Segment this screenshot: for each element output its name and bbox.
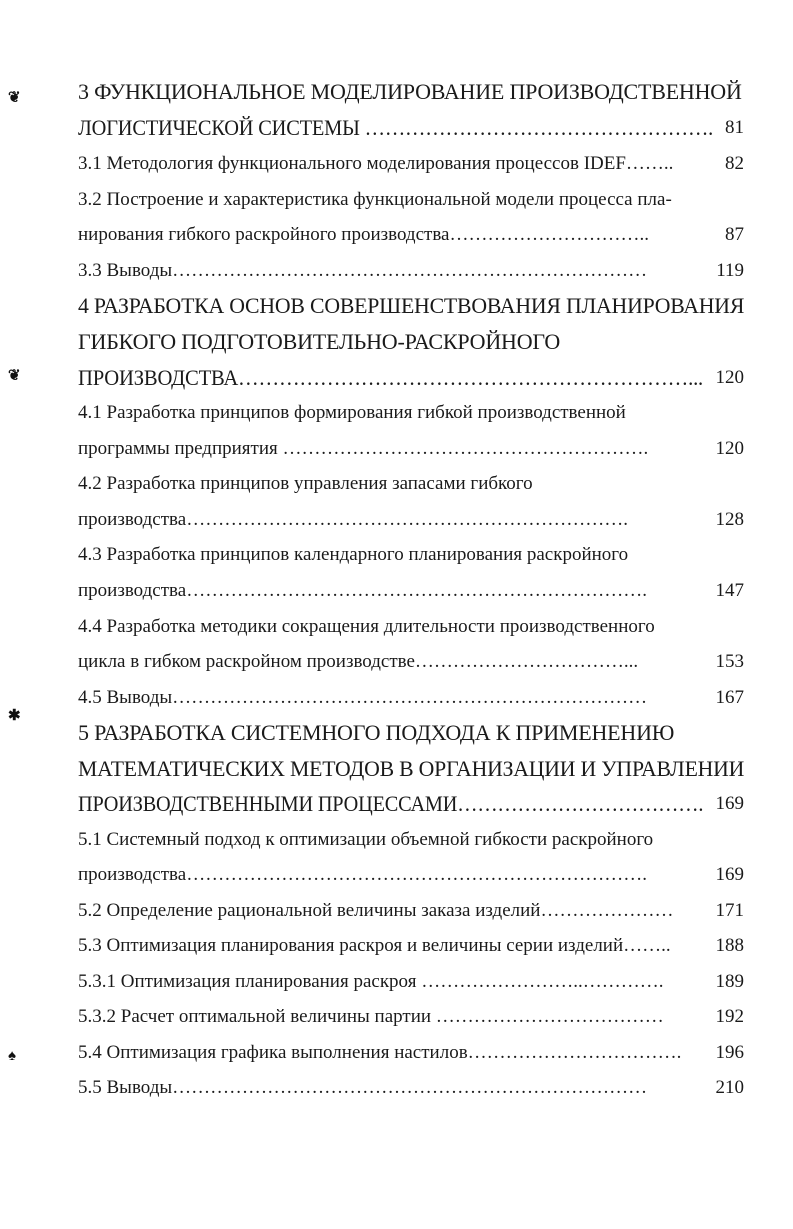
toc-line: [78, 397, 744, 429]
scan-mark-icon: ♠: [8, 1048, 16, 1064]
toc-line: [78, 1072, 744, 1104]
toc-entry-title: нирования гибкого раскройного производства…………………………..: [78, 224, 649, 245]
toc-line: [78, 788, 744, 820]
toc-page-number: 171: [715, 900, 744, 921]
toc-line: [78, 1037, 744, 1069]
toc-line: [78, 326, 744, 358]
toc-page-number: 169: [715, 793, 744, 814]
toc-line: [78, 859, 744, 891]
toc-line: [78, 290, 744, 322]
toc-line: [78, 966, 744, 998]
scan-mark-icon: ✱: [8, 708, 21, 724]
toc-line: [78, 717, 744, 749]
toc-page-number: 87: [725, 224, 744, 245]
toc-page-number: 120: [715, 367, 744, 388]
toc-line: [78, 148, 744, 180]
toc-page-number: 167: [715, 687, 744, 708]
toc-page-number: 189: [715, 971, 744, 992]
toc-entry-title: 4 РАЗРАБОТКА ОСНОВ СОВЕРШЕНСТВОВАНИЯ ПЛАНИРОВАНИЯ: [78, 293, 745, 318]
toc-entry-title: 5.4 Оптимизация графика выполнения настилов…………………………….: [78, 1042, 682, 1063]
toc-entry-title: 5.2 Определение рациональной величины заказа изделий…………………: [78, 900, 674, 921]
toc-page-number: 119: [716, 260, 744, 281]
toc-line: [78, 1001, 744, 1033]
toc-line: [78, 895, 744, 927]
toc-line: [78, 611, 744, 643]
toc-line: [78, 753, 744, 785]
toc-line: [78, 930, 744, 962]
toc-page-number: 147: [715, 580, 744, 601]
toc-line: [78, 646, 744, 678]
toc-entry-title: 5.3.2 Расчет оптимальной величины партии ………………………………: [78, 1006, 664, 1027]
toc-entry-title: 5 РАЗРАБОТКА СИСТЕМНОГО ПОДХОДА К ПРИМЕНЕНИЮ: [78, 720, 675, 745]
toc-page-number: 210: [715, 1077, 744, 1098]
toc-entry-title: 3.3 Выводы…………………………………………………………………: [78, 260, 648, 281]
toc-entry-title: 3 ФУНКЦИОНАЛЬНОЕ МОДЕЛИРОВАНИЕ ПРОИЗВОДСТВЕННОЙ: [78, 79, 742, 104]
toc-page-number: 169: [715, 864, 744, 885]
toc-entry-title: 3.2 Построение и характеристика функциональной модели процесса пла-: [78, 189, 672, 210]
scan-mark-icon: ❦: [8, 90, 21, 106]
toc-entry-title: 4.5 Выводы…………………………………………………………………: [78, 687, 648, 708]
toc-line: [78, 362, 744, 394]
toc-line: [78, 575, 744, 607]
toc-page-number: 120: [715, 438, 744, 459]
toc-line: [78, 112, 744, 144]
toc-entry-title: 4.4 Разработка методики сокращения длительности производственного: [78, 616, 655, 637]
toc-entry-title: 5.5 Выводы…………………………………………………………………: [78, 1077, 648, 1098]
toc-line: [78, 219, 744, 251]
toc-line: [78, 824, 744, 856]
toc-entry-title: 5.3.1 Оптимизация планирования раскроя ……………………..………….: [78, 971, 664, 992]
toc-line: [78, 504, 744, 536]
toc-entry-title: 4.2 Разработка принципов управления запасами гибкого: [78, 473, 533, 494]
toc-entry-title: 3.1 Методология функционального моделирования процессов IDEF……..: [78, 153, 674, 174]
toc-page-number: 188: [715, 935, 744, 956]
toc-entry-title: ПРОИЗВОДСТВЕННЫМИ ПРОЦЕССАМИ……………………………….: [78, 791, 704, 816]
toc-line: [78, 76, 744, 108]
toc-page-number: 81: [725, 117, 744, 138]
toc-page-number: 82: [725, 153, 744, 174]
toc-page-number: 192: [715, 1006, 744, 1027]
toc-line: [78, 184, 744, 216]
toc-line: [78, 539, 744, 571]
scan-mark-icon: ❦: [8, 368, 21, 384]
toc-page-number: 196: [715, 1042, 744, 1063]
toc-line: [78, 255, 744, 287]
toc-line: [78, 433, 744, 465]
toc-page-number: 153: [715, 651, 744, 672]
toc-line: [78, 682, 744, 714]
toc-entry-title: производства……………………………………………………………….: [78, 580, 647, 601]
toc-entry-title: МАТЕМАТИЧЕСКИХ МЕТОДОВ В ОРГАНИЗАЦИИ И УПРАВЛЕНИИ: [78, 756, 745, 781]
toc-entry-title: цикла в гибком раскройном производстве……………………………...: [78, 651, 639, 672]
toc-entry-title: 4.1 Разработка принципов формирования гибкой производственной: [78, 402, 626, 423]
toc-entry-title: 5.1 Системный подход к оптимизации объемной гибкости раскройного: [78, 829, 654, 850]
toc-entry-title: ЛОГИСТИЧЕСКОЙ СИСТЕМЫ …………………………………………….: [78, 115, 714, 140]
toc-entry-title: ГИБКОГО ПОДГОТОВИТЕЛЬНО-РАСКРОЙНОГО: [78, 329, 561, 354]
toc-entry-title: производства……………………………………………………………….: [78, 864, 647, 885]
toc-entry-title: ПРОИЗВОДСТВА…………………………………………………………...: [78, 365, 704, 390]
toc-page-number: 128: [715, 509, 744, 530]
toc-entry-title: 5.3 Оптимизация планирования раскроя и величины серии изделий……..: [78, 935, 671, 956]
toc-entry-title: программы предприятия ………………………………………………….: [78, 438, 649, 459]
toc-line: [78, 468, 744, 500]
toc-entry-title: производства…………………………………………………………….: [78, 509, 628, 530]
toc-entry-title: 4.3 Разработка принципов календарного планирования раскройного: [78, 544, 629, 565]
